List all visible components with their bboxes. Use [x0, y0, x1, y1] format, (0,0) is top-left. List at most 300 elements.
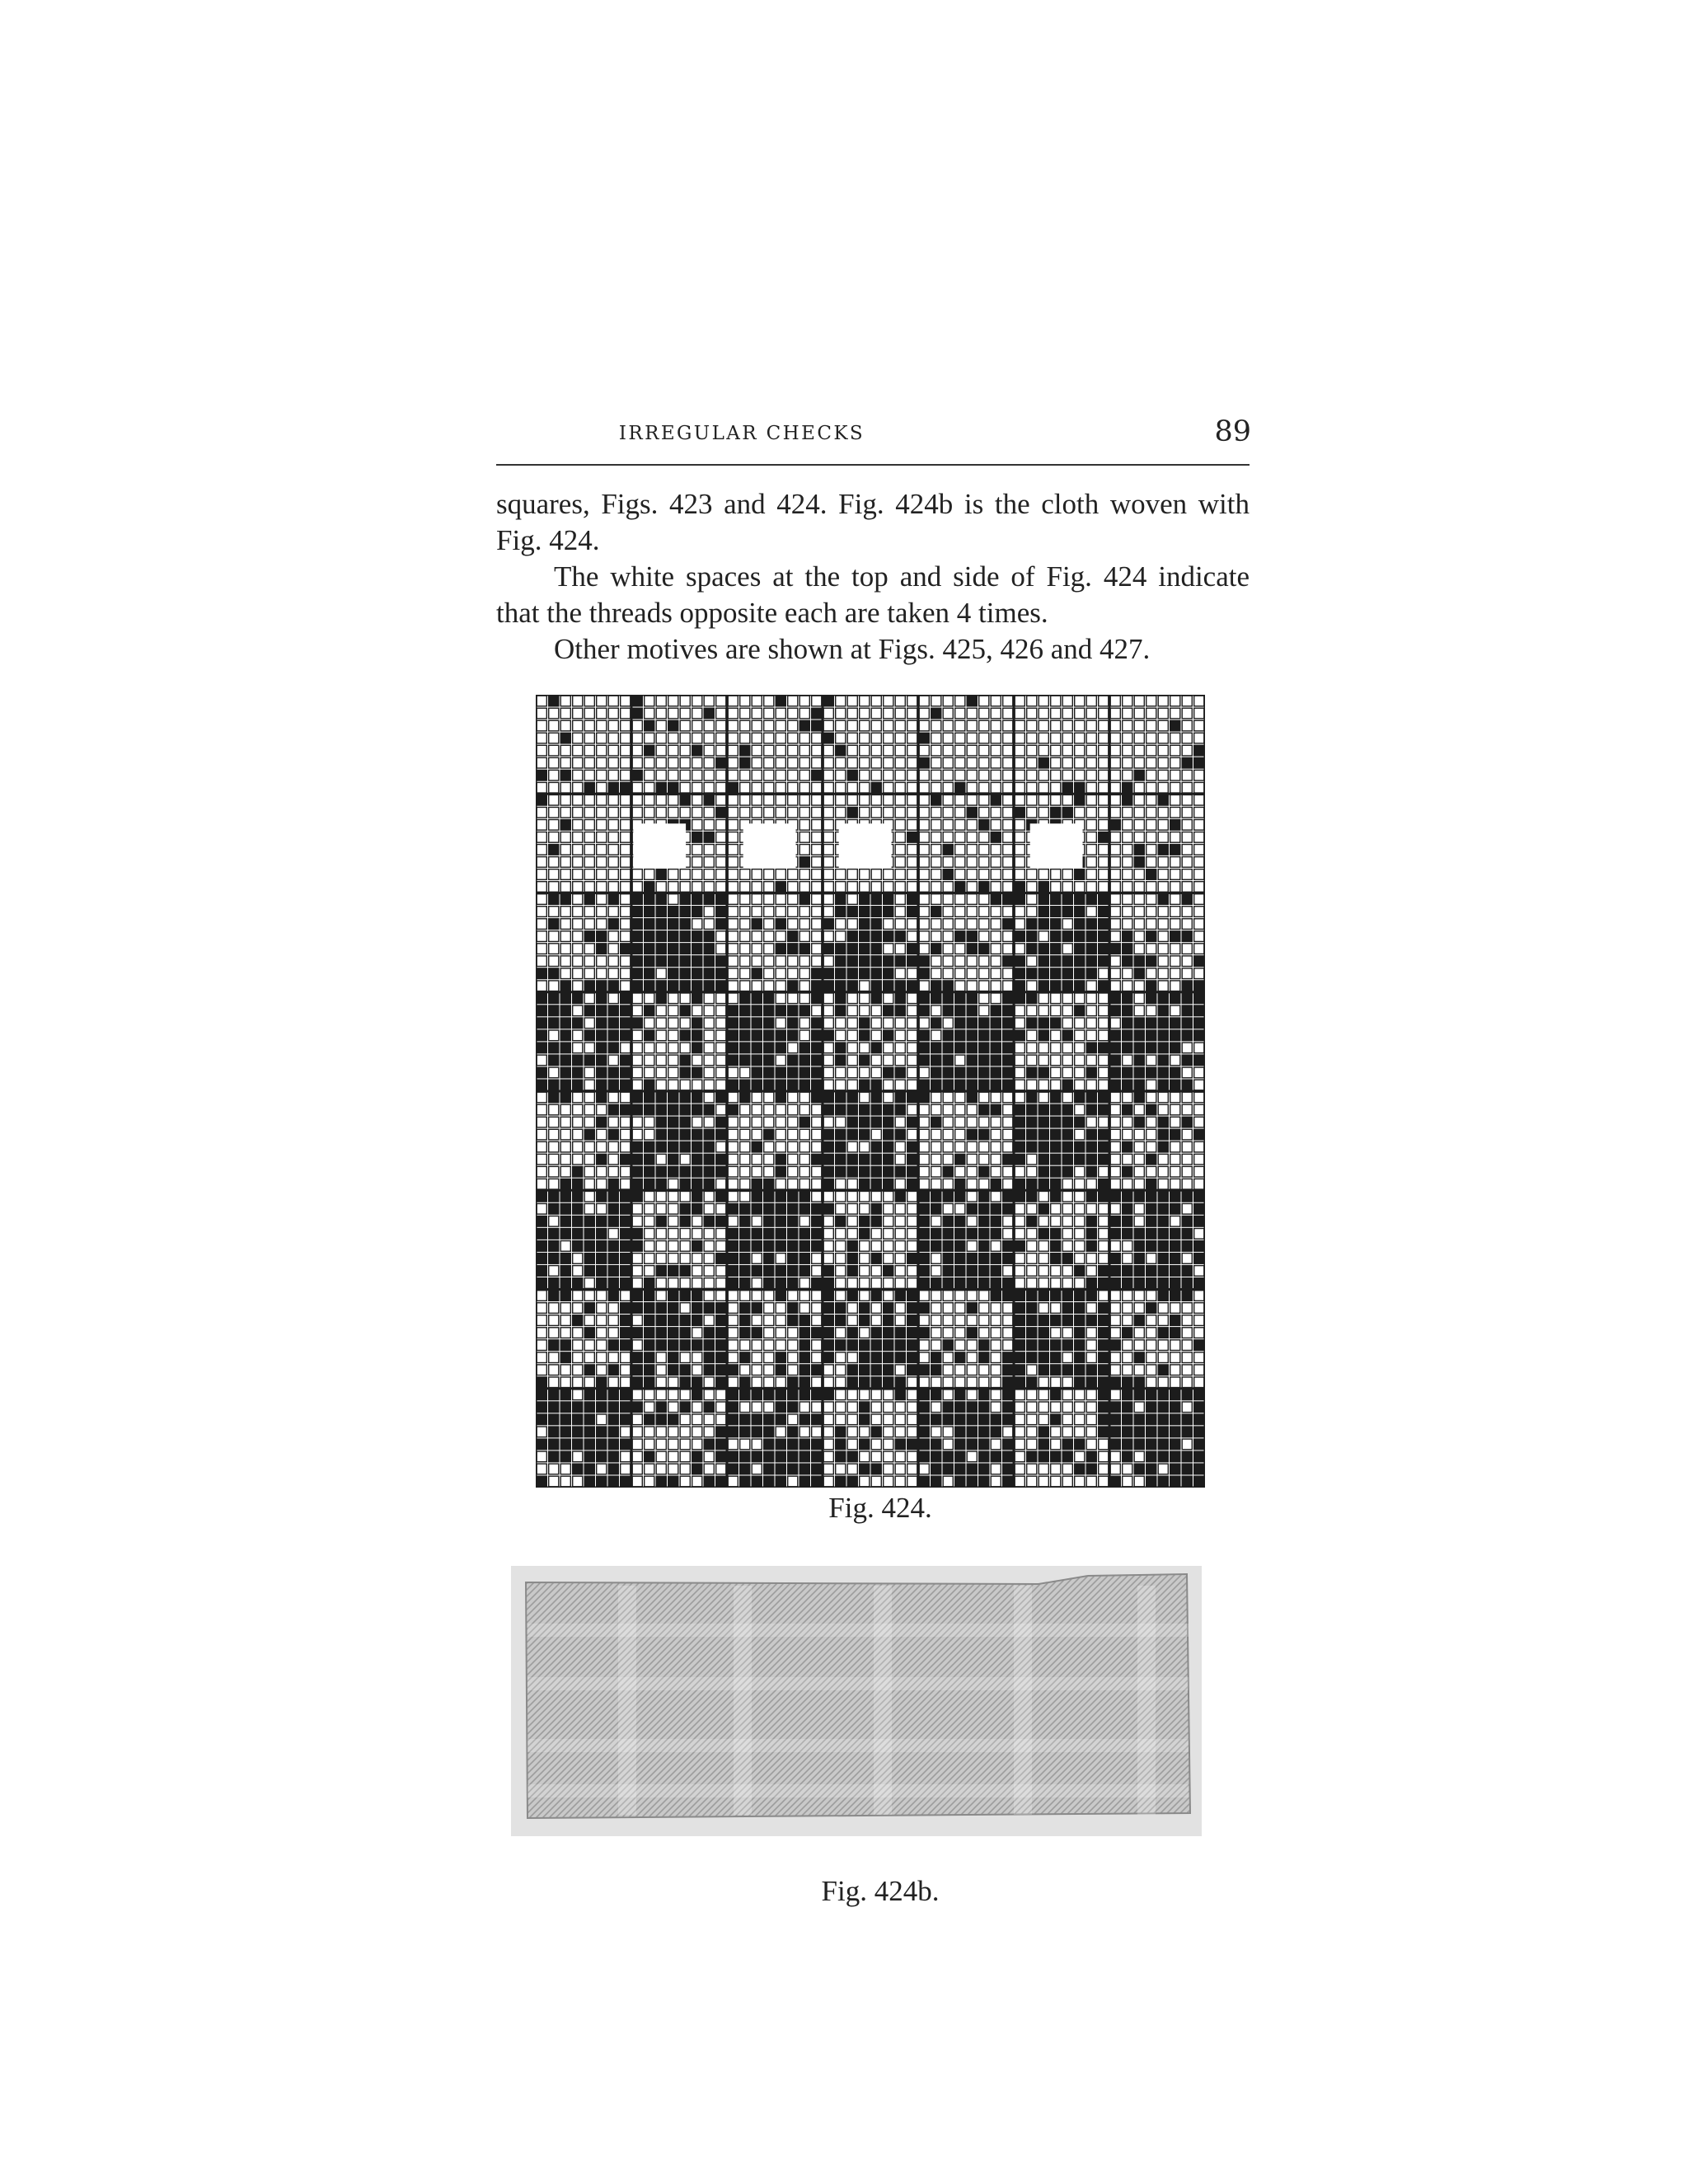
- draft-cell: [836, 745, 846, 756]
- draft-cell: [752, 1129, 762, 1140]
- draft-cell: [836, 993, 846, 1004]
- draft-cell: [931, 968, 941, 979]
- draft-cell: [836, 1117, 846, 1127]
- draft-cell: [955, 1241, 965, 1252]
- draft-cell: [895, 1055, 905, 1066]
- draft-cell: [884, 794, 893, 805]
- draft-cell: [1039, 770, 1048, 780]
- draft-cell: [608, 894, 618, 905]
- draft-cell: [943, 968, 953, 979]
- draft-cell: [1075, 1080, 1085, 1090]
- draft-cell: [1075, 1092, 1085, 1103]
- draft-cell: [871, 794, 881, 805]
- draft-cell: [704, 1067, 714, 1078]
- draft-cell: [1123, 894, 1132, 905]
- draft-cell: [1051, 1303, 1061, 1314]
- draft-cell: [1123, 1278, 1132, 1289]
- draft-cell: [560, 1427, 570, 1437]
- draft-cell: [728, 745, 738, 756]
- draft-cell: [1003, 1365, 1013, 1376]
- draft-block: [632, 1390, 726, 1487]
- draft-cell: [1182, 770, 1192, 780]
- draft-cell: [752, 1018, 762, 1029]
- draft-cell: [597, 1179, 607, 1189]
- draft-cell: [991, 807, 1001, 818]
- draft-cell: [776, 1377, 785, 1388]
- draft-cell: [812, 1030, 822, 1041]
- draft-cell: [680, 869, 690, 880]
- draft-cell: [847, 1229, 857, 1240]
- draft-cell: [1075, 1464, 1085, 1474]
- draft-cell: [979, 882, 989, 893]
- draft-cell: [919, 1129, 929, 1140]
- draft-cell: [1075, 1402, 1085, 1413]
- draft-cell: [812, 1340, 822, 1351]
- draft-cell: [632, 956, 642, 967]
- draft-cell: [799, 696, 809, 706]
- draft-cell: [1039, 1266, 1048, 1277]
- draft-cell: [1170, 757, 1180, 768]
- draft-cell: [549, 1291, 559, 1301]
- draft-cell: [645, 1166, 654, 1177]
- draft-block: [1015, 993, 1109, 1090]
- draft-cell: [967, 1129, 977, 1140]
- draft-cell: [871, 782, 881, 793]
- draft-cell: [979, 807, 989, 818]
- draft-cell: [1003, 1402, 1013, 1413]
- draft-cell: [621, 1104, 631, 1115]
- draft-cell: [608, 1067, 618, 1078]
- draft-cell: [907, 820, 917, 831]
- draft-cell: [907, 807, 917, 818]
- draft-cell: [584, 1129, 594, 1140]
- draft-cell: [608, 1055, 618, 1066]
- draft-cell: [1099, 1365, 1109, 1376]
- draft-cell: [537, 1080, 546, 1090]
- draft-cell: [704, 882, 714, 893]
- draft-cell: [967, 845, 977, 855]
- draft-cell: [812, 1291, 822, 1301]
- draft-cell: [1170, 1030, 1180, 1041]
- draft-cell: [1194, 770, 1204, 780]
- draft-cell: [537, 1117, 546, 1127]
- draft-cell: [919, 1092, 929, 1103]
- draft-cell: [979, 1104, 989, 1115]
- draft-cell: [1158, 1328, 1168, 1338]
- draft-cell: [919, 931, 929, 942]
- draft-cell: [549, 919, 559, 930]
- draft-cell: [919, 1390, 929, 1400]
- draft-cell: [716, 1166, 726, 1177]
- draft-cell: [1146, 1055, 1156, 1066]
- draft-cell: [931, 1241, 941, 1252]
- draft-cell: [716, 1179, 726, 1189]
- draft-cell: [560, 832, 570, 843]
- draft-cell: [1039, 1365, 1048, 1376]
- draft-cell: [692, 1129, 702, 1140]
- draft-cell: [1051, 1414, 1061, 1425]
- draft-cell: [573, 782, 583, 793]
- draft-cell: [776, 1390, 785, 1400]
- draft-block: [632, 993, 726, 1090]
- draft-cell: [871, 1476, 881, 1487]
- draft-cell: [1123, 956, 1132, 967]
- draft-cell: [1123, 1464, 1132, 1474]
- draft-cell: [608, 1104, 618, 1115]
- draft-cell: [632, 1092, 642, 1103]
- draft-cell: [1146, 832, 1156, 843]
- draft-cell: [1158, 1291, 1168, 1301]
- draft-cell: [884, 1476, 893, 1487]
- draft-cell: [919, 1414, 929, 1425]
- draft-cell: [907, 1191, 917, 1202]
- draft-cell: [871, 1191, 881, 1202]
- draft-cell: [1027, 696, 1037, 706]
- draft-cell: [764, 1365, 774, 1376]
- draft-cell: [1158, 1315, 1168, 1326]
- draft-cell: [895, 770, 905, 780]
- draft-cell: [728, 832, 738, 843]
- draft-cell: [799, 1476, 809, 1487]
- draft-cell: [680, 1414, 690, 1425]
- draft-cell: [871, 956, 881, 967]
- draft-cell: [752, 1254, 762, 1264]
- draft-cell: [1134, 820, 1144, 831]
- draft-cell: [799, 1451, 809, 1462]
- draft-cell: [704, 1439, 714, 1450]
- draft-cell: [1062, 757, 1072, 768]
- draft-cell: [991, 1390, 1001, 1400]
- draft-cell: [907, 869, 917, 880]
- draft-cell: [680, 1303, 690, 1314]
- draft-cell: [621, 1216, 631, 1227]
- draft-cell: [967, 1055, 977, 1066]
- draft-cell: [728, 1254, 738, 1264]
- draft-block: [919, 696, 1013, 793]
- draft-cell: [812, 1104, 822, 1115]
- draft-cell: [740, 869, 750, 880]
- draft-cell: [847, 907, 857, 917]
- draft-cell: [692, 1055, 702, 1066]
- draft-cell: [836, 1055, 846, 1066]
- draft-cell: [692, 1229, 702, 1240]
- draft-cell: [812, 807, 822, 818]
- draft-cell: [560, 1390, 570, 1400]
- draft-cell: [955, 1092, 965, 1103]
- draft-cell: [884, 981, 893, 991]
- draft-cell: [1123, 1328, 1132, 1338]
- draft-cell: [919, 1402, 929, 1413]
- draft-cell: [967, 1166, 977, 1177]
- draft-cell: [680, 1191, 690, 1202]
- draft-cell: [573, 1179, 583, 1189]
- draft-cell: [1086, 794, 1096, 805]
- draft-cell: [716, 869, 726, 880]
- draft-cell: [1086, 1080, 1096, 1090]
- draft-cell: [812, 1352, 822, 1363]
- draft-cell: [1182, 1241, 1192, 1252]
- draft-cell: [1015, 1402, 1025, 1413]
- draft-cell: [716, 1340, 726, 1351]
- draft-cell: [740, 1080, 750, 1090]
- draft-cell: [1110, 708, 1120, 719]
- draft-cell: [884, 1315, 893, 1326]
- draft-cell: [621, 1402, 631, 1413]
- draft-cell: [1170, 1117, 1180, 1127]
- draft-cell: [788, 720, 798, 731]
- draft-cell: [776, 696, 785, 706]
- draft-cell: [584, 1315, 594, 1326]
- draft-cell: [1110, 770, 1120, 780]
- draft-cell: [656, 931, 666, 942]
- draft-cell: [847, 1464, 857, 1474]
- draft-cell: [549, 832, 559, 843]
- draft-cell: [645, 1266, 654, 1277]
- draft-cell: [1110, 1141, 1120, 1152]
- draft-cell: [621, 894, 631, 905]
- draft-cell: [597, 956, 607, 967]
- draft-cell: [1039, 1104, 1048, 1115]
- draft-cell: [1051, 745, 1061, 756]
- draft-cell: [716, 1254, 726, 1264]
- draft-cell: [823, 1117, 833, 1127]
- draft-cell: [1075, 931, 1085, 942]
- draft-cell: [1123, 1117, 1132, 1127]
- draft-cell: [560, 968, 570, 979]
- draft-cell: [1182, 894, 1192, 905]
- draft-cell: [1146, 1427, 1156, 1437]
- draft-cell: [656, 770, 666, 780]
- draft-cell: [931, 1390, 941, 1400]
- draft-cell: [991, 1129, 1001, 1140]
- draft-cell: [967, 1203, 977, 1214]
- draft-cell: [860, 1141, 870, 1152]
- draft-cell: [1039, 1092, 1048, 1103]
- draft-cell: [860, 1328, 870, 1338]
- draft-cell: [1099, 1229, 1109, 1240]
- draft-cell: [1015, 1229, 1025, 1240]
- draft-cell: [1123, 1352, 1132, 1363]
- draft-cell: [871, 770, 881, 780]
- draft-cell: [728, 1464, 738, 1474]
- draft-cell: [1086, 956, 1096, 967]
- draft-cell: [776, 1080, 785, 1090]
- draft-cell: [776, 882, 785, 893]
- draft-cell: [608, 1092, 618, 1103]
- draft-cell: [608, 1166, 618, 1177]
- draft-cell: [692, 1254, 702, 1264]
- draft-cell: [1099, 1129, 1109, 1140]
- draft-cell: [812, 770, 822, 780]
- draft-cell: [1158, 1141, 1168, 1152]
- draft-cell: [597, 832, 607, 843]
- draft-cell: [871, 1179, 881, 1189]
- draft-cell: [1062, 1303, 1072, 1314]
- draft-cell: [907, 733, 917, 743]
- draft-cell: [799, 807, 809, 818]
- draft-cell: [549, 1104, 559, 1115]
- draft-cell: [764, 1129, 774, 1140]
- draft-cell: [776, 1278, 785, 1289]
- draft-cell: [740, 1390, 750, 1400]
- draft-cell: [680, 1104, 690, 1115]
- draft-cell: [573, 1067, 583, 1078]
- draft-cell: [597, 782, 607, 793]
- draft-cell: [573, 1390, 583, 1400]
- draft-cell: [1039, 1030, 1048, 1041]
- draft-cell: [979, 845, 989, 855]
- draft-cell: [692, 931, 702, 942]
- draft-cell: [1027, 1055, 1037, 1066]
- draft-cell: [668, 1005, 678, 1016]
- draft-cell: [895, 919, 905, 930]
- draft-cell: [1003, 696, 1013, 706]
- draft-cell: [1039, 1055, 1048, 1066]
- draft-cell: [788, 733, 798, 743]
- draft-cell: [1015, 1352, 1025, 1363]
- draft-cell: [1015, 1291, 1025, 1301]
- draft-cell: [1134, 1377, 1144, 1388]
- draft-cell: [1027, 1254, 1037, 1264]
- draft-cell: [1015, 696, 1025, 706]
- draft-cell: [823, 1179, 833, 1189]
- draft-cell: [680, 993, 690, 1004]
- draft-cell: [560, 733, 570, 743]
- draft-cell: [776, 1129, 785, 1140]
- draft-cell: [549, 1229, 559, 1240]
- draft-cell: [991, 1117, 1001, 1127]
- draft-cell: [764, 757, 774, 768]
- draft-cell: [704, 1464, 714, 1474]
- draft-cell: [812, 708, 822, 719]
- draft-cell: [907, 845, 917, 855]
- draft-cell: [1123, 1291, 1132, 1301]
- draft-cell: [692, 845, 702, 855]
- draft-cell: [1003, 993, 1013, 1004]
- draft-cell: [680, 1365, 690, 1376]
- draft-cell: [740, 1303, 750, 1314]
- draft-cell: [549, 708, 559, 719]
- draft-cell: [991, 1303, 1001, 1314]
- draft-block: [632, 1191, 726, 1288]
- draft-cell: [1003, 956, 1013, 967]
- draft-cell: [1015, 1377, 1025, 1388]
- draft-block: [537, 993, 631, 1090]
- draft-cell: [919, 882, 929, 893]
- draft-cell: [847, 1055, 857, 1066]
- draft-cell: [931, 1129, 941, 1140]
- draft-cell: [823, 1464, 833, 1474]
- draft-cell: [1015, 733, 1025, 743]
- draft-cell: [728, 1018, 738, 1029]
- draft-cell: [621, 869, 631, 880]
- draft-block: [728, 696, 822, 793]
- draft-cell: [632, 1451, 642, 1462]
- draft-cell: [884, 1191, 893, 1202]
- draft-cell: [1051, 1005, 1061, 1016]
- draft-cell: [1086, 1476, 1096, 1487]
- draft-cell: [860, 1278, 870, 1289]
- draft-cell: [1123, 993, 1132, 1004]
- draft-cell: [1039, 931, 1048, 942]
- draft-cell: [919, 1043, 929, 1053]
- draft-cell: [991, 919, 1001, 930]
- draft-cell: [608, 757, 618, 768]
- draft-cell: [1146, 1191, 1156, 1202]
- draft-cell: [955, 882, 965, 893]
- draft-cell: [991, 1266, 1001, 1277]
- draft-cell: [764, 782, 774, 793]
- draft-cell: [537, 1464, 546, 1474]
- draft-cell: [1039, 1229, 1048, 1240]
- draft-cell: [907, 1291, 917, 1301]
- draft-cell: [967, 745, 977, 756]
- draft-cell: [1099, 956, 1109, 967]
- draft-cell: [895, 1464, 905, 1474]
- draft-cell: [991, 993, 1001, 1004]
- draft-cell: [560, 1476, 570, 1487]
- draft-cell: [549, 1154, 559, 1165]
- draft-cell: [799, 968, 809, 979]
- draft-cell: [704, 1191, 714, 1202]
- draft-cell: [764, 1154, 774, 1165]
- draft-cell: [1027, 1018, 1037, 1029]
- draft-cell: [979, 1254, 989, 1264]
- draft-cell: [716, 882, 726, 893]
- draft-cell: [1158, 857, 1168, 868]
- draft-cell: [836, 1266, 846, 1277]
- draft-cell: [716, 1315, 726, 1326]
- draft-cell: [823, 708, 833, 719]
- draft-cell: [632, 894, 642, 905]
- draft-cell: [1134, 1266, 1144, 1277]
- draft-cell: [621, 1427, 631, 1437]
- draft-cell: [764, 1278, 774, 1289]
- draft-cell: [1123, 981, 1132, 991]
- draft-cell: [884, 1055, 893, 1066]
- draft-cell: [823, 1451, 833, 1462]
- draft-cell: [799, 1030, 809, 1041]
- draft-cell: [955, 1427, 965, 1437]
- draft-cell: [549, 1117, 559, 1127]
- draft-cell: [1051, 794, 1061, 805]
- draft-cell: [847, 931, 857, 942]
- draft-cell: [549, 1043, 559, 1053]
- draft-cell: [1099, 794, 1109, 805]
- draft-cell: [1086, 708, 1096, 719]
- draft-cell: [895, 1229, 905, 1240]
- draft-block: [728, 1191, 822, 1288]
- draft-cell: [931, 931, 941, 942]
- draft-cell: [632, 1328, 642, 1338]
- draft-cell: [716, 993, 726, 1004]
- draft-cell: [632, 1476, 642, 1487]
- draft-cell: [836, 1067, 846, 1078]
- draft-cell: [704, 907, 714, 917]
- draft-block: [632, 696, 726, 793]
- draft-cell: [573, 1352, 583, 1363]
- draft-cell: [812, 745, 822, 756]
- draft-cell: [884, 1117, 893, 1127]
- draft-cell: [1062, 993, 1072, 1004]
- draft-cell: [704, 1254, 714, 1264]
- draft-cell: [1039, 1427, 1048, 1437]
- draft-cell: [645, 733, 654, 743]
- draft-cell: [1039, 1278, 1048, 1289]
- draft-cell: [1134, 1080, 1144, 1090]
- draft-cell: [1099, 1080, 1109, 1090]
- draft-cell: [931, 708, 941, 719]
